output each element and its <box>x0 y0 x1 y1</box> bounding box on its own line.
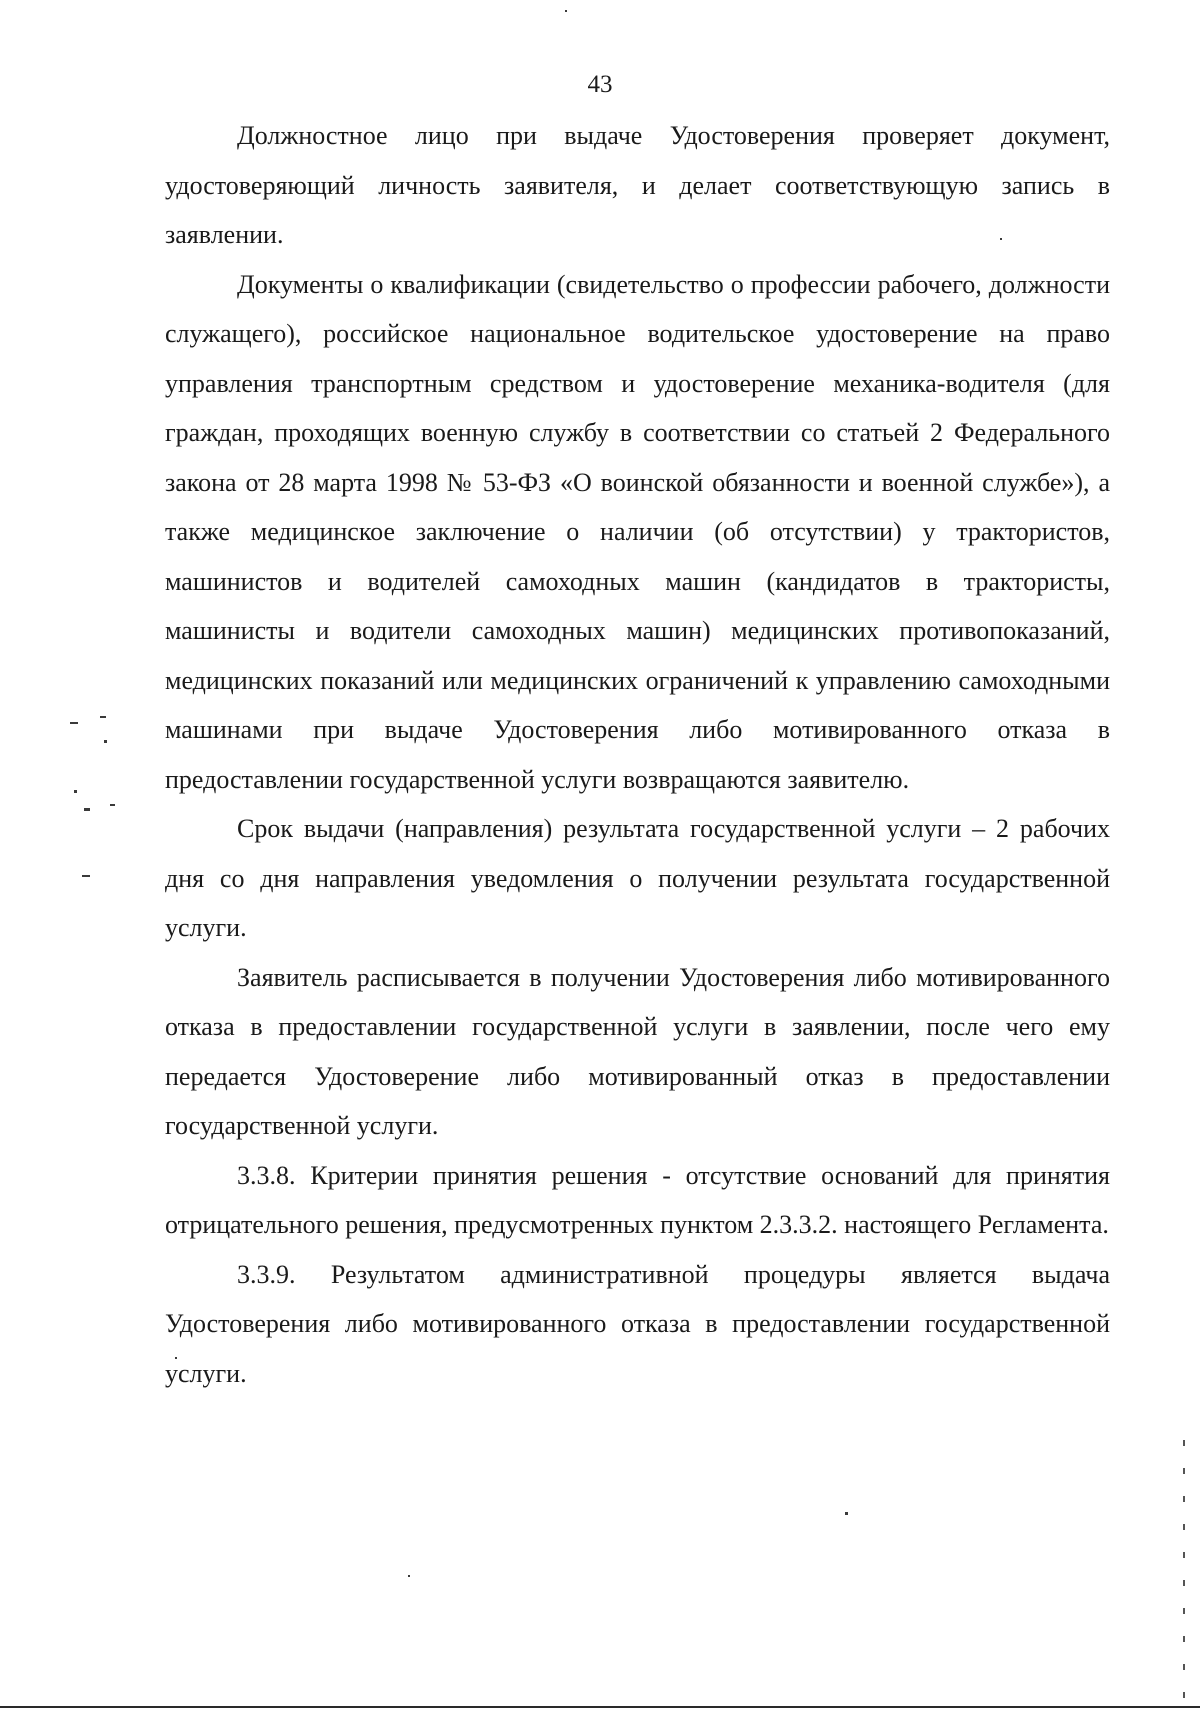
scan-bottom-edge <box>0 1706 1200 1708</box>
scan-speck <box>1000 238 1002 240</box>
paragraph-decision-criteria: 3.3.8. Критерии принятия решения - отсутствие оснований для принятия отрицательного решения, предусмотренных пунктом 2.3.3.2. настоящего Регламента. <box>165 1160 1110 1239</box>
paragraph-documents-returned: Документы о квалификации (свидетельство о профессии рабочего, должности служащего), российское национальное водительское удостоверение на право управления транспортным средством и удостоверение механика-водителя (для граждан, проходящих военную службу в соответствии со статьей 2 Федерального закона от 28 марта 1998 № 53-ФЗ «О воинской обязанности и военной службе»), а также медицинское заключение о наличии (об отсутствии) у трактористов, машинистов и водителей самоходных машин (кандидатов в трактористы, машинисты и водители самоходных машин) медицинских противопоказаний, медицинских показаний или медицинских ограничений к управлению самоходными машинами при выдаче Удостоверения либо мотивированного отказа в предоставлении государственной услуги возвращаются заявителю. <box>165 269 1110 794</box>
scan-speck <box>74 790 77 793</box>
scan-speck <box>110 804 115 806</box>
paragraph-issue-deadline: Срок выдачи (направления) результата государственной услуги – 2 рабочих дня со дня направления уведомления о получении результата государственной услуги. <box>165 814 1110 942</box>
scan-speck <box>845 1512 848 1515</box>
paragraph-procedure-result: 3.3.9. Результатом административной процедуры является выдача Удостоверения либо мотивированного отказа в предоставлении государственной услуги. <box>165 1259 1110 1388</box>
body-text <box>165 111 1110 1398</box>
scan-speck <box>70 722 78 724</box>
scan-speck <box>84 808 90 811</box>
scan-edge-marks <box>1183 1440 1185 1700</box>
scan-speck <box>82 875 90 877</box>
scan-speck <box>175 1357 177 1359</box>
page-number: 43 <box>587 71 613 98</box>
scan-speck <box>100 716 106 718</box>
paragraph-document-check: Должностное лицо при выдаче Удостоверения проверяет документ, удостоверяющий личность заявителя, и делает соответствующую запись в заявлении. <box>165 121 1110 249</box>
scan-speck <box>104 740 107 743</box>
scan-speck <box>565 10 567 12</box>
paragraph-applicant-signature: Заявитель расписывается в получении Удостоверения либо мотивированного отказа в предоставлении государственной услуги в заявлении, после чего ему передается Удостоверение либо мотивированный отказ в предоставлении государственной услуги. <box>165 962 1110 1140</box>
scan-speck <box>408 1575 410 1577</box>
